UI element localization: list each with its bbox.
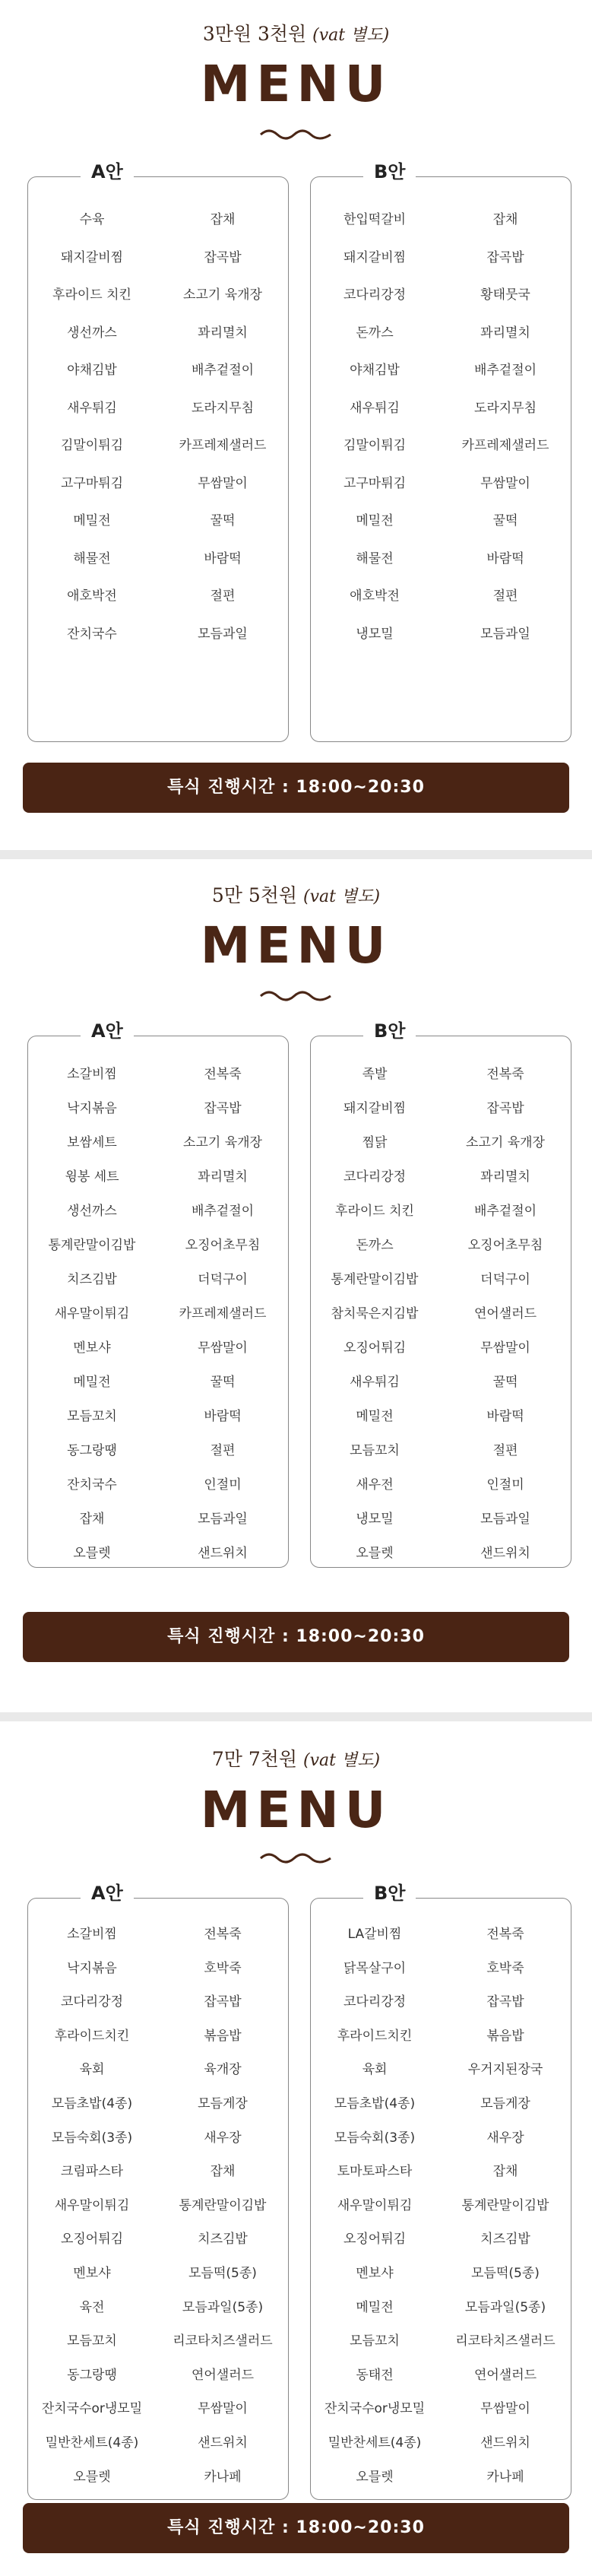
plan-a-menu-item: 소갈비찜 bbox=[67, 1927, 117, 1942]
plan-a-menu-item: 통계란말이김밥 bbox=[48, 1238, 136, 1253]
plan-b-menu-item: 메밀전 bbox=[356, 1409, 394, 1424]
plan-b-menu-item: 배추겉절이 bbox=[473, 363, 537, 378]
plan-a-menu-item: 모듬초밥(4종) bbox=[51, 2096, 133, 2111]
plan-a-menu-item: 도라지무침 bbox=[191, 400, 255, 416]
plan-a-menu-item: 카프레제샐러드 bbox=[179, 438, 267, 453]
plan-a-menu-item: 배추겉절이 bbox=[191, 1204, 255, 1219]
plan-b-menu-item: 동태전 bbox=[356, 2367, 394, 2383]
plan-b-menu-item: 볶음밥 bbox=[486, 2028, 524, 2044]
plan-a-menu-item: 오믈렛 bbox=[73, 1546, 111, 1561]
plan-a-menu-item: 볶음밥 bbox=[204, 2028, 242, 2044]
menu-section bbox=[0, 0, 592, 850]
plan-a-menu-item: 오믈렛 bbox=[73, 2469, 111, 2485]
hours-banner: 특식 진행시간 : 18:00~20:30 bbox=[23, 2503, 569, 2553]
menu-heading: MENU bbox=[200, 1781, 392, 1839]
plan-b-menu-item: 통계란말이김밥 bbox=[461, 2197, 549, 2213]
plan-b-menu-item: 메밀전 bbox=[356, 2299, 394, 2315]
plan-b-menu-item: 모듬숙회(3종) bbox=[334, 2130, 416, 2146]
plan-a-menu-item: 크림파스타 bbox=[60, 2164, 124, 2180]
plan-b-menu-item: 호박죽 bbox=[486, 1960, 524, 1976]
price-title bbox=[0, 19, 592, 46]
plan-a-menu-item: 낙지볶음 bbox=[67, 1101, 117, 1116]
plan-b-menu-item: 잡채 bbox=[492, 2164, 518, 2180]
plan-a-menu-item: 소갈비찜 bbox=[67, 1067, 117, 1082]
plan-b-menu-item: 배추겉절이 bbox=[473, 1204, 537, 1219]
vat-note: (vat 별도) bbox=[303, 887, 381, 906]
plan-b-menu-item: 카나페 bbox=[486, 2469, 524, 2485]
plan-b-menu-item: 메밀전 bbox=[356, 513, 394, 528]
plan-b-menu-item: 애호박전 bbox=[350, 588, 400, 604]
plan-b-menu-item: 모듬초밥(4종) bbox=[334, 2096, 416, 2111]
plan-a-menu-item: 무쌈말이 bbox=[198, 475, 248, 491]
plan-a-menu-item: 통계란말이김밥 bbox=[179, 2197, 267, 2213]
plan-b-menu-item: 코다리강정 bbox=[343, 1994, 407, 2010]
wave-ornament-icon bbox=[258, 987, 334, 1002]
hours-banner: 특식 진행시간 : 18:00~20:30 bbox=[23, 1612, 569, 1662]
plan-a-menu-item: 윙봉 세트 bbox=[65, 1169, 119, 1185]
plan-a-menu-item: 잡곡밥 bbox=[204, 249, 242, 265]
plan-b-menu-item: 무쌈말이 bbox=[480, 475, 530, 491]
plan-a-menu-item: 무쌈말이 bbox=[198, 2401, 248, 2417]
plan-b-menu-item: 돼지갈비찜 bbox=[343, 249, 407, 265]
plan-b-menu-item: 무쌈말이 bbox=[480, 1340, 530, 1356]
plan-a-menu-item: 보쌈세트 bbox=[67, 1135, 117, 1150]
plan-a-menu-item: 전복죽 bbox=[204, 1927, 242, 1942]
plan-a-menu-item: 절편 bbox=[210, 1443, 236, 1458]
plan-b-menu-item: 김말이튀김 bbox=[343, 438, 407, 453]
plan-a-menu-item: 호박죽 bbox=[204, 1960, 242, 1976]
plan-a-menu-item: 생선까스 bbox=[67, 1204, 117, 1219]
plan-b-menu-item: 코다리강정 bbox=[343, 1169, 407, 1185]
section-divider bbox=[0, 1712, 592, 1721]
plan-a-menu-item: 소고기 육개장 bbox=[183, 287, 262, 303]
plan-b-menu-item: 고구마튀김 bbox=[343, 475, 407, 491]
plan-b-menu-item: 새우전 bbox=[356, 1477, 394, 1493]
plan-a-menu-item: 멘보샤 bbox=[73, 1340, 111, 1356]
plan-a-menu-item: 샌드위치 bbox=[198, 1546, 248, 1561]
plan-b-menu-item: 돼지갈비찜 bbox=[343, 1101, 407, 1116]
menu-heading: MENU bbox=[200, 916, 392, 975]
price-title bbox=[0, 880, 592, 908]
plan-b-menu-item: 참치묵은지김밥 bbox=[331, 1306, 419, 1321]
plan-b-menu-item: 전복죽 bbox=[486, 1067, 524, 1082]
plan-b-menu-item: 닭목살구이 bbox=[343, 1960, 407, 1976]
plan-b-menu-item: 무쌈말이 bbox=[480, 2401, 530, 2417]
plan-a-menu-item: 배추겉절이 bbox=[191, 363, 255, 378]
plan-a-menu-item: 모듬꼬치 bbox=[67, 1409, 117, 1424]
plan-b-menu-item: 바람떡 bbox=[486, 550, 524, 566]
plan-a-menu-item: 해물전 bbox=[73, 550, 111, 566]
plan-a-menu-item: 동그랑땡 bbox=[67, 1443, 117, 1458]
plan-b-menu-item: 야채김밥 bbox=[350, 363, 400, 378]
plan-a-label: A안 bbox=[81, 1883, 134, 1904]
plan-b-menu-item: 잡곡밥 bbox=[486, 1994, 524, 2010]
menu-heading: MENU bbox=[200, 55, 392, 113]
plan-a-menu-item: 모듬과일(5종) bbox=[182, 2299, 264, 2315]
price-text: 7만 7천원 bbox=[211, 1748, 298, 1770]
plan-a-menu-item: 소고기 육개장 bbox=[183, 1135, 262, 1150]
plan-b-menu-item: 소고기 육개장 bbox=[466, 1135, 545, 1150]
plan-a-label: A안 bbox=[81, 1020, 134, 1042]
plan-a-menu-item: 오징어초무침 bbox=[185, 1238, 261, 1253]
plan-b-menu-item: 잡곡밥 bbox=[486, 1101, 524, 1116]
plan-a-menu-item: 꿀떡 bbox=[210, 513, 236, 528]
plan-a-menu-item: 꽈리멸치 bbox=[198, 1169, 248, 1185]
plan-b-label: B안 bbox=[363, 161, 416, 182]
plan-a-menu-item: 육전 bbox=[79, 2299, 105, 2315]
plan-a-menu-item: 고구마튀김 bbox=[60, 475, 124, 491]
plan-b-menu-item: 찜닭 bbox=[362, 1135, 388, 1150]
plan-a-menu-item: 코다리강정 bbox=[60, 1994, 124, 2010]
plan-a-menu-item: 인절미 bbox=[204, 1477, 242, 1493]
plan-a-menu-item: 모듬꼬치 bbox=[67, 2333, 117, 2349]
plan-b-label: B안 bbox=[363, 1020, 416, 1042]
plan-b-menu-item: 전복죽 bbox=[486, 1927, 524, 1942]
wave-ornament-icon bbox=[258, 1849, 334, 1864]
plan-b-menu-item: 통계란말이김밥 bbox=[331, 1272, 419, 1287]
plan-a-menu-item: 잡채 bbox=[79, 1512, 105, 1527]
plan-b-menu-item: 샌드위치 bbox=[480, 2435, 530, 2451]
plan-b-menu-item: 족발 bbox=[362, 1067, 388, 1082]
plan-a-menu-item: 전복죽 bbox=[204, 1067, 242, 1082]
plan-b-menu-item: 오징어튀김 bbox=[343, 2232, 407, 2248]
plan-a-menu-item: 치즈김밥 bbox=[67, 1272, 117, 1287]
price-title bbox=[0, 1744, 592, 1772]
plan-b-menu-item: 멘보샤 bbox=[356, 2266, 394, 2281]
plan-b-menu-item: 모듬과일 bbox=[480, 1512, 530, 1527]
price-text: 3만원 3천원 bbox=[202, 23, 307, 45]
plan-a-menu-item: 절편 bbox=[210, 588, 236, 604]
vat-note: (vat 별도) bbox=[303, 1751, 381, 1770]
plan-b-menu-item: 육회 bbox=[362, 2062, 388, 2078]
plan-b-menu-item: 새우튀김 bbox=[350, 400, 400, 416]
plan-b-menu-item: 새우장 bbox=[486, 2130, 524, 2146]
menu-section bbox=[0, 1721, 592, 2576]
plan-b-menu-item: 해물전 bbox=[356, 550, 394, 566]
plan-b-menu-item: 오징어튀김 bbox=[343, 1340, 407, 1356]
plan-a-menu-item: 생선까스 bbox=[67, 325, 117, 341]
plan-b-menu-item: 절편 bbox=[492, 1443, 518, 1458]
plan-b-menu-item: 모듬과일(5종) bbox=[464, 2299, 546, 2315]
plan-b-menu-item: 꽈리멸치 bbox=[480, 325, 530, 341]
plan-a-label: A안 bbox=[81, 161, 134, 182]
plan-b-menu-item: 샌드위치 bbox=[480, 1546, 530, 1561]
plan-b-menu-item: 잡채 bbox=[492, 212, 518, 227]
plan-a-menu-item: 더덕구이 bbox=[198, 1272, 248, 1287]
plan-a-menu-item: 밀반찬세트(4종) bbox=[45, 2435, 139, 2451]
plan-a-menu-item: 잡채 bbox=[210, 2164, 236, 2180]
plan-b-menu-item: 더덕구이 bbox=[480, 1272, 530, 1287]
plan-a-menu-item: 동그랑땡 bbox=[67, 2367, 117, 2383]
plan-b-menu-item: 도라지무침 bbox=[473, 400, 537, 416]
plan-b-menu-item: 카프레제샐러드 bbox=[461, 438, 549, 453]
plan-b-menu-item: 오징어초무침 bbox=[467, 1238, 543, 1253]
plan-a-menu-item: 낙지볶음 bbox=[67, 1960, 117, 1976]
plan-a-menu-item: 바람떡 bbox=[204, 1409, 242, 1424]
plan-b-menu-item: 치즈김밥 bbox=[480, 2232, 530, 2248]
plan-a-menu-item: 모듬과일 bbox=[198, 626, 248, 642]
plan-b-menu-item: 후라이드 치킨 bbox=[335, 1204, 414, 1219]
vat-note: (vat 별도) bbox=[312, 26, 390, 45]
plan-b-menu-item: 오믈렛 bbox=[356, 1546, 394, 1561]
plan-a-menu-item: 샌드위치 bbox=[198, 2435, 248, 2451]
plan-a-menu-item: 모듬게장 bbox=[198, 2096, 248, 2111]
plan-a-menu-item: 잔치국수 bbox=[67, 1477, 117, 1493]
plan-b-menu-item: 연어샐러드 bbox=[473, 2367, 537, 2383]
plan-b-menu-item: 후라이드치킨 bbox=[337, 2028, 413, 2044]
plan-a-menu-item: 잔치국수 bbox=[67, 626, 117, 642]
plan-a-menu-item: 새우말이튀김 bbox=[54, 1306, 130, 1321]
plan-a-menu-item: 메밀전 bbox=[73, 1375, 111, 1390]
plan-a-menu-item: 바람떡 bbox=[204, 550, 242, 566]
plan-a-menu-item: 모듬숙회(3종) bbox=[51, 2130, 133, 2146]
plan-a-menu-item: 리코타치즈샐러드 bbox=[173, 2333, 273, 2349]
plan-b-menu-item: 우거지된장국 bbox=[467, 2062, 543, 2078]
plan-b-menu-item: 바람떡 bbox=[486, 1409, 524, 1424]
plan-a-menu-item: 돼지갈비찜 bbox=[60, 249, 124, 265]
plan-b-menu-item: 밀반찬세트(4종) bbox=[328, 2435, 422, 2451]
plan-a-menu-item: 육개장 bbox=[204, 2062, 242, 2078]
plan-b-menu-item: 꿀떡 bbox=[492, 513, 518, 528]
plan-b-menu-item: 돈까스 bbox=[356, 1238, 394, 1253]
plan-a-menu-item: 모듬떡(5종) bbox=[188, 2266, 257, 2281]
plan-b-menu-item: 모듬게장 bbox=[480, 2096, 530, 2111]
plan-b-menu-item: 리코타치즈샐러드 bbox=[455, 2333, 556, 2349]
plan-b-menu-item: 잡곡밥 bbox=[486, 249, 524, 265]
plan-a-menu-item: 연어샐러드 bbox=[191, 2367, 255, 2383]
plan-b-menu-item: 인절미 bbox=[486, 1477, 524, 1493]
menu-section bbox=[0, 859, 592, 1712]
plan-b-menu-item: 절편 bbox=[492, 588, 518, 604]
hours-banner: 특식 진행시간 : 18:00~20:30 bbox=[23, 763, 569, 813]
plan-b-menu-item: 모듬과일 bbox=[480, 626, 530, 642]
plan-b-menu-item: 모듬떡(5종) bbox=[471, 2266, 540, 2281]
plan-a-menu-item: 새우장 bbox=[204, 2130, 242, 2146]
plan-b-menu-item: 꽈리멸치 bbox=[480, 1169, 530, 1185]
plan-a-menu-item: 새우말이튀김 bbox=[54, 2197, 130, 2213]
plan-a-menu-item: 김말이튀김 bbox=[60, 438, 124, 453]
plan-b-menu-item: 한입떡갈비 bbox=[343, 212, 407, 227]
plan-a-menu-item: 모듬과일 bbox=[198, 1512, 248, 1527]
plan-b-label: B안 bbox=[363, 1883, 416, 1904]
plan-b-menu-item: 돈까스 bbox=[356, 325, 394, 341]
plan-a-menu-item: 잔치국수or냉모밀 bbox=[41, 2401, 143, 2417]
plan-a-menu-item: 꽈리멸치 bbox=[198, 325, 248, 341]
plan-b-menu-item: 냉모밀 bbox=[356, 626, 394, 642]
plan-b-menu-item: 냉모밀 bbox=[356, 1512, 394, 1527]
wave-ornament-icon bbox=[258, 125, 334, 141]
plan-b-menu-item: LA갈비찜 bbox=[347, 1927, 402, 1942]
plan-b-menu-item: 모듬꼬치 bbox=[350, 1443, 400, 1458]
plan-a-menu-item: 치즈김밥 bbox=[198, 2232, 248, 2248]
plan-b-menu-item: 토마토파스타 bbox=[337, 2164, 413, 2180]
plan-b-menu-item: 새우말이튀김 bbox=[337, 2197, 413, 2213]
plan-a-menu-item: 카나페 bbox=[204, 2469, 242, 2485]
section-divider bbox=[0, 850, 592, 859]
plan-b-menu-item: 연어샐러드 bbox=[473, 1306, 537, 1321]
plan-a-menu-item: 잡채 bbox=[210, 212, 236, 227]
plan-a-menu-item: 잡곡밥 bbox=[204, 1994, 242, 2010]
plan-a-menu-item: 육회 bbox=[79, 2062, 105, 2078]
plan-a-menu-item: 멘보샤 bbox=[73, 2266, 111, 2281]
plan-a-menu-item: 새우튀김 bbox=[67, 400, 117, 416]
plan-a-menu-item: 애호박전 bbox=[67, 588, 117, 604]
plan-b-menu-item: 황태뭇국 bbox=[480, 287, 530, 303]
plan-a-menu-item: 잡곡밥 bbox=[204, 1101, 242, 1116]
plan-a-menu-item: 꿀떡 bbox=[210, 1375, 236, 1390]
plan-a-menu-item: 야채김밥 bbox=[67, 363, 117, 378]
plan-b-menu-item: 코다리강정 bbox=[343, 287, 407, 303]
plan-a-menu-item: 카프레제샐러드 bbox=[179, 1306, 267, 1321]
plan-a-menu-item: 수육 bbox=[79, 212, 105, 227]
price-text: 5만 5천원 bbox=[211, 884, 298, 906]
plan-b-menu-item: 잔치국수or냉모밀 bbox=[324, 2401, 426, 2417]
plan-a-menu-item: 후라이드 치킨 bbox=[52, 287, 131, 303]
plan-a-menu-item: 무쌈말이 bbox=[198, 1340, 248, 1356]
plan-b-menu-item: 모듬꼬치 bbox=[350, 2333, 400, 2349]
plan-a-menu-item: 메밀전 bbox=[73, 513, 111, 528]
plan-b-menu-item: 새우튀김 bbox=[350, 1375, 400, 1390]
plan-a-menu-item: 후라이드치킨 bbox=[54, 2028, 130, 2044]
plan-b-menu-item: 오믈렛 bbox=[356, 2469, 394, 2485]
plan-b-menu-item: 꿀떡 bbox=[492, 1375, 518, 1390]
plan-a-menu-item: 오징어튀김 bbox=[60, 2232, 124, 2248]
